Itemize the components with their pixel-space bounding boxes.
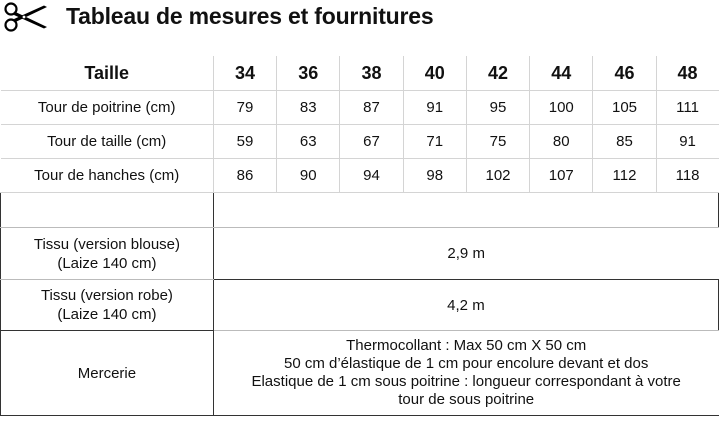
table-row-fabric-blouse — [1, 228, 719, 280]
size-header-cell: 38 — [340, 56, 403, 91]
table-cell: 112 — [593, 159, 656, 193]
table-cell: 95 — [466, 91, 529, 125]
table-cell: 107 — [530, 159, 593, 193]
fabric-blouse-value: 2,9 m — [213, 228, 718, 280]
fabric-robe-label — [1, 280, 214, 331]
table-cell: 67 — [340, 125, 403, 159]
page-title: Tableau de mesures et fournitures — [66, 3, 434, 29]
table-cell: 91 — [403, 91, 466, 125]
table-cell: 59 — [213, 125, 276, 159]
size-header-cell: 36 — [277, 56, 340, 91]
table-row-fabric-robe — [1, 280, 719, 331]
table-cell: 90 — [277, 159, 340, 193]
mercerie-line: tour de sous poitrine — [398, 391, 535, 408]
size-header-cell: 46 — [593, 56, 656, 91]
row-label: Tour de poitrine (cm) — [1, 91, 214, 125]
mercerie-line: Elastique de 1 cm sous poitrine : longueur correspondant à votre — [251, 373, 681, 390]
measurements-table — [0, 56, 719, 416]
table-cell: 63 — [277, 125, 340, 159]
mercerie-line: 50 cm d’élastique de 1 cm pour encolure devant et dos — [283, 355, 649, 372]
fabric-blouse-label-line1: Tissu (version blouse) — [33, 235, 181, 253]
page-header — [0, 0, 720, 34]
table-cell: 85 — [593, 125, 656, 159]
table-cell: 71 — [403, 125, 466, 159]
scissors-icon — [2, 2, 48, 32]
table-cell: 91 — [656, 125, 718, 159]
size-header-cell: 48 — [656, 56, 718, 91]
empty-label-cell — [1, 193, 214, 228]
table-cell: 102 — [466, 159, 529, 193]
table-cell: 75 — [466, 125, 529, 159]
table-row-waist — [1, 125, 719, 159]
table-row-spacer — [1, 193, 719, 228]
table-cell: 94 — [340, 159, 403, 193]
table-row-bust — [1, 91, 719, 125]
size-header-cell: 40 — [403, 56, 466, 91]
size-header-cell: 34 — [213, 56, 276, 91]
table-cell: 79 — [213, 91, 276, 125]
fabric-robe-label-line1: Tissu (version robe) — [40, 287, 173, 304]
table-cell: 87 — [340, 91, 403, 125]
table-header-row — [1, 56, 719, 91]
fabric-robe-value: 4,2 m — [213, 280, 718, 331]
table-cell: 105 — [593, 91, 656, 125]
fabric-blouse-label — [1, 228, 214, 280]
table-cell: 80 — [530, 125, 593, 159]
table-cell: 100 — [530, 91, 593, 125]
table-cell: 118 — [656, 159, 718, 193]
row-label: Tour de taille (cm) — [1, 125, 214, 159]
table-cell: 86 — [213, 159, 276, 193]
mercerie-label: Mercerie — [1, 331, 214, 416]
table-row-mercerie — [1, 331, 719, 416]
table-row-hips — [1, 159, 719, 193]
mercerie-value — [213, 331, 718, 416]
fabric-robe-label-line2: (Laize 140 cm) — [57, 306, 157, 323]
table-cell: 98 — [403, 159, 466, 193]
table-cell: 111 — [656, 91, 718, 125]
size-header-label: Taille — [1, 56, 214, 91]
table-cell: 83 — [277, 91, 340, 125]
mercerie-line: Thermocollant : Max 50 cm X 50 cm — [346, 337, 587, 354]
empty-value-cell — [213, 193, 718, 228]
size-header-cell: 44 — [530, 56, 593, 91]
fabric-blouse-label-line2: (Laize 140 cm) — [57, 254, 157, 272]
size-header-cell: 42 — [466, 56, 529, 91]
row-label: Tour de hanches (cm) — [1, 159, 214, 193]
